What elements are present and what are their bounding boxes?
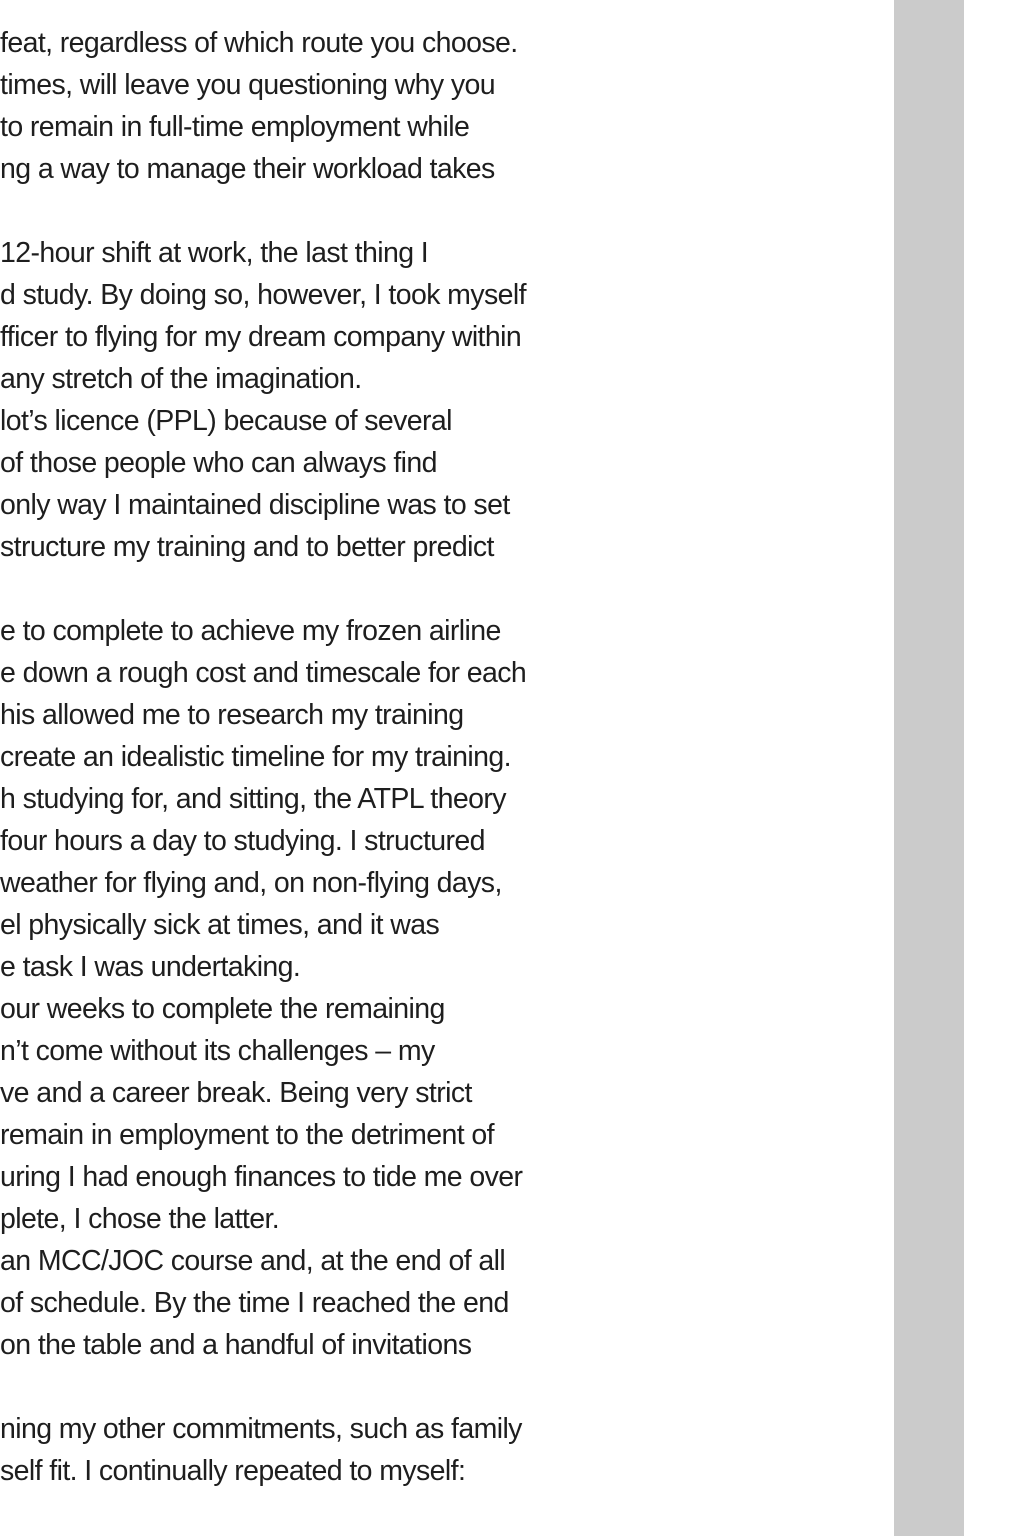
text-line: structure my training and to better predict bbox=[0, 531, 494, 563]
text-line: remain in employment to the detriment of bbox=[0, 1119, 494, 1151]
text-line: self fit. I continually repeated to myself: bbox=[0, 1455, 466, 1487]
text-line: on the table and a handful of invitations bbox=[0, 1329, 472, 1361]
text-line: uring I had enough finances to tide me over bbox=[0, 1161, 523, 1193]
text-line: el physically sick at times, and it was bbox=[0, 909, 440, 941]
text-line: his allowed me to research my training bbox=[0, 699, 464, 731]
text-line: n’t come without its challenges – my bbox=[0, 1035, 435, 1067]
text-line: feat, regardless of which route you choose. bbox=[0, 27, 518, 59]
text-line: create an idealistic timeline for my training. bbox=[0, 741, 511, 773]
text-line: ve and a career break. Being very strict bbox=[0, 1077, 472, 1109]
body-text bbox=[0, 22, 880, 1492]
text-line: weather for flying and, on non-flying days, bbox=[0, 867, 502, 899]
text-line: fficer to flying for my dream company within bbox=[0, 321, 522, 353]
paragraph-break bbox=[0, 190, 880, 232]
text-line: h studying for, and sitting, the ATPL theory bbox=[0, 783, 506, 815]
text-line: of schedule. By the time I reached the end bbox=[0, 1287, 509, 1319]
text-line: plete, I chose the latter. bbox=[0, 1203, 280, 1235]
paragraph-break bbox=[0, 1366, 880, 1408]
text-line: times, will leave you questioning why you bbox=[0, 69, 495, 101]
text-line: e to complete to achieve my frozen airline bbox=[0, 615, 501, 647]
paragraph-break bbox=[0, 568, 880, 610]
text-line: ning my other commitments, such as family bbox=[0, 1413, 522, 1445]
text-line: ng a way to manage their workload takes bbox=[0, 153, 495, 185]
text-line: lot’s licence (PPL) because of several bbox=[0, 405, 452, 437]
text-line: any stretch of the imagination. bbox=[0, 363, 362, 395]
margin-bar bbox=[894, 0, 964, 1536]
text-line: an MCC/JOC course and, at the end of all bbox=[0, 1245, 506, 1277]
text-line: 12-hour shift at work, the last thing I bbox=[0, 237, 429, 269]
page-right-margin bbox=[964, 0, 1024, 1536]
text-line: of those people who can always find bbox=[0, 447, 437, 479]
text-line: d study. By doing so, however, I took myself bbox=[0, 279, 526, 311]
text-line: e down a rough cost and timescale for each bbox=[0, 657, 527, 689]
text-line: e task I was undertaking. bbox=[0, 951, 301, 983]
text-line: only way I maintained discipline was to set bbox=[0, 489, 510, 521]
text-line: our weeks to complete the remaining bbox=[0, 993, 445, 1025]
text-line: four hours a day to studying. I structured bbox=[0, 825, 485, 857]
text-line: to remain in full-time employment while bbox=[0, 111, 470, 143]
